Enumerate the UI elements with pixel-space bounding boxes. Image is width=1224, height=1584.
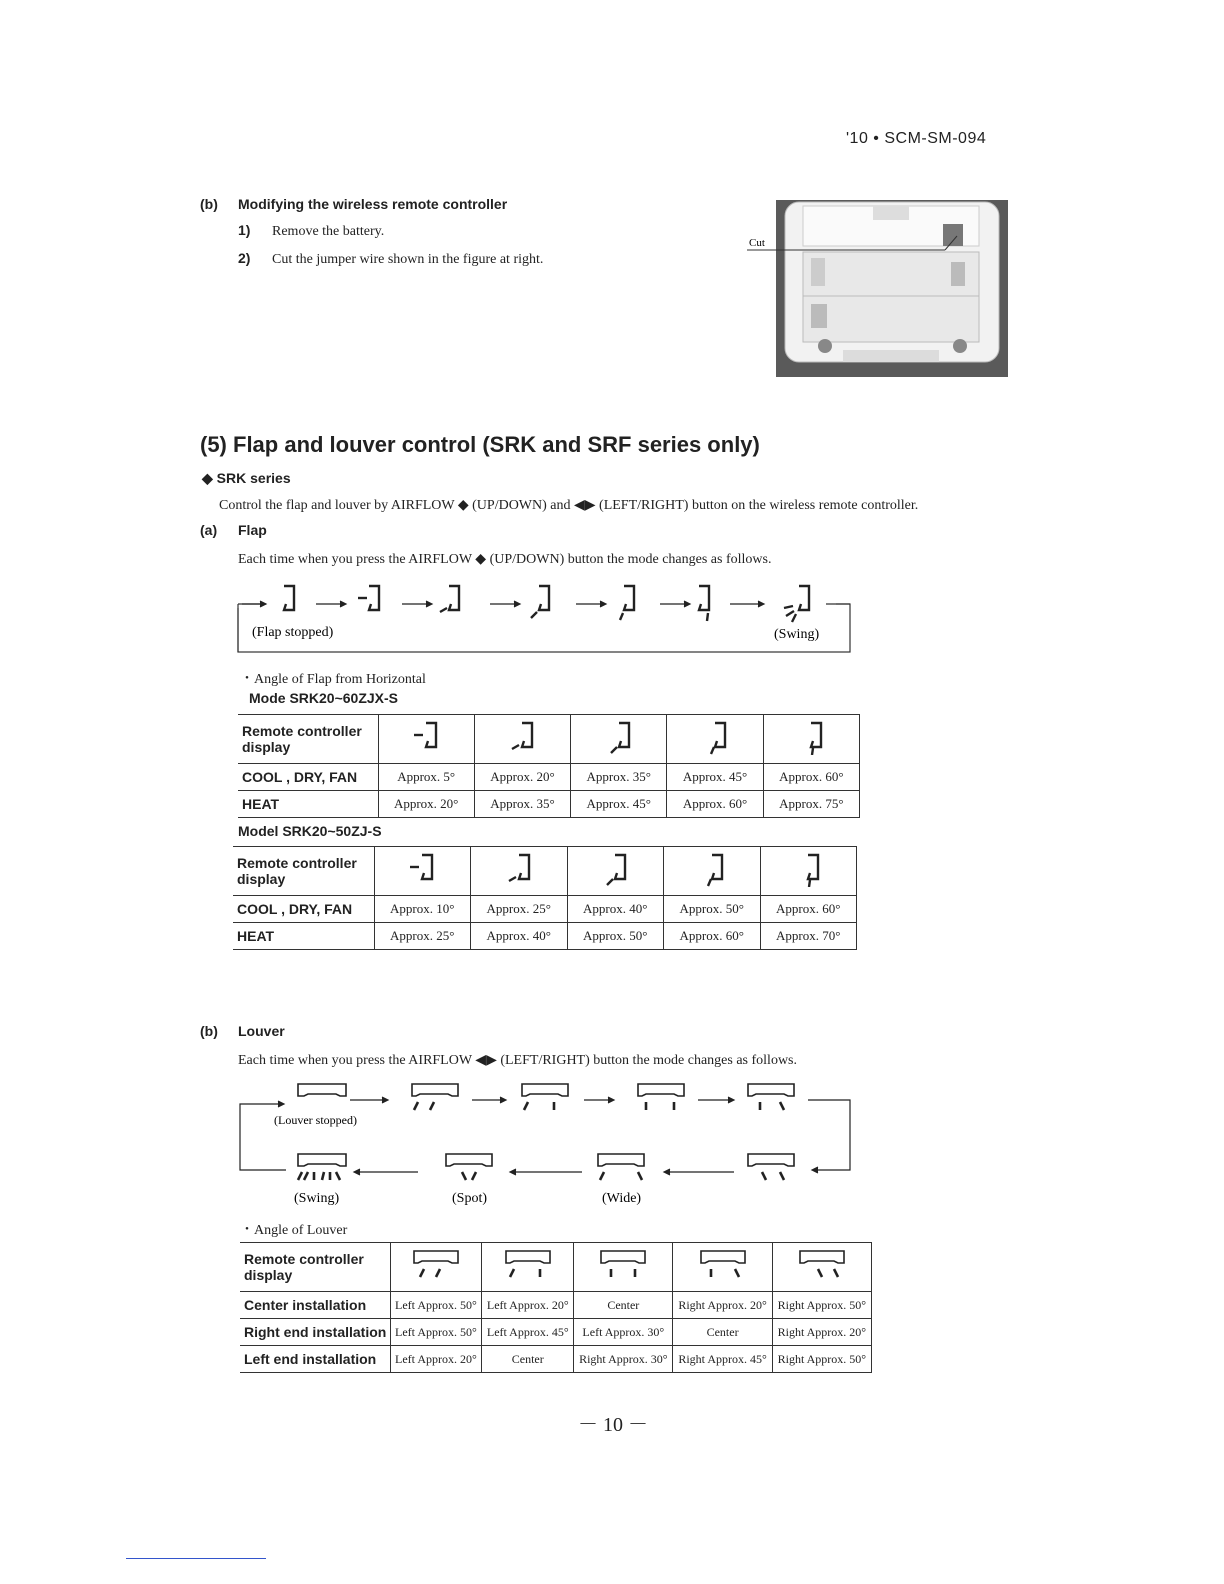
table-cell: Approx. 45°	[571, 791, 667, 818]
flap-display-icon-40	[567, 847, 664, 896]
flap-label: (a)	[200, 522, 218, 538]
table-row	[238, 791, 860, 818]
table-cell: Approx. 60°	[664, 923, 761, 950]
section-intro: Control the flap and louver by AIRFLOW ◆ (UP/DOWN) and ◀▶ (LEFT/RIGHT) button on the wireless remote controller.	[219, 498, 919, 513]
flap-display-icon-35	[571, 715, 667, 764]
table-cell: Approx. 20°	[474, 764, 570, 791]
table-cell: Approx. 60°	[763, 764, 859, 791]
table-cell: Approx. 40°	[471, 923, 568, 950]
table-cell: Approx. 35°	[474, 791, 570, 818]
modify-step-2	[238, 250, 543, 268]
flap-title: Flap	[238, 522, 267, 538]
page-number: － 10 －	[578, 1414, 648, 1436]
table-row	[233, 896, 857, 923]
step-number: 2)	[238, 250, 251, 266]
row-label: COOL , DRY, FAN	[233, 896, 374, 923]
cut-callout-label: Cut	[749, 237, 765, 249]
table-row	[240, 1292, 872, 1319]
row-label: HEAT	[238, 791, 378, 818]
table-cell: Approx. 50°	[567, 923, 664, 950]
table-row	[238, 764, 860, 791]
louver-display-icon-left20	[482, 1243, 574, 1292]
louver-sequence-diagram	[236, 1076, 856, 1212]
louver-display-icon-center	[574, 1243, 673, 1292]
table-cell: Left Approx. 20°	[482, 1292, 574, 1319]
louver-angle-title: ・Angle of Louver	[240, 1223, 348, 1238]
row-label: COOL , DRY, FAN	[238, 764, 378, 791]
table-cell: Approx. 25°	[471, 896, 568, 923]
step-text: Cut the jumper wire shown in the figure at right.	[272, 252, 544, 267]
flap-display-icon-60b	[760, 847, 857, 896]
flap-display-icon-5	[378, 715, 474, 764]
table-cell: Approx. 5°	[378, 764, 474, 791]
diamond-bullet-icon: ◆	[202, 470, 213, 486]
modify-step-1	[238, 222, 384, 240]
flap-display-icon-50	[664, 847, 761, 896]
flap-description: Each time when you press the AIRFLOW ◆ (UP/DOWN) button the mode changes as follows.	[238, 552, 772, 567]
table-cell: Approx. 25°	[374, 923, 471, 950]
table-cell: Approx. 60°	[667, 791, 763, 818]
table-cell: Left Approx. 30°	[574, 1319, 673, 1346]
table-cell: Approx. 75°	[763, 791, 859, 818]
flap-display-icon-20	[474, 715, 570, 764]
row-label: Right end installation	[240, 1319, 390, 1346]
table-header-cell: Remote controller display	[233, 847, 374, 896]
table-cell: Right Approx. 20°	[772, 1319, 871, 1346]
step-text: Remove the battery.	[272, 224, 385, 239]
step-number: 1)	[238, 222, 251, 238]
table-header-cell: Remote controller display	[238, 715, 378, 764]
flap-table2-title: Model SRK20~50ZJ-S	[238, 823, 382, 839]
louver-display-icon-right20	[673, 1243, 772, 1292]
table-cell: Approx. 40°	[567, 896, 664, 923]
row-label: HEAT	[233, 923, 374, 950]
louver-angle-table	[240, 1242, 872, 1373]
flap-angle-table-2	[233, 846, 857, 950]
flap-angle-title: ・Angle of Flap from Horizontal	[240, 672, 426, 687]
document-id: '10 • SCM-SM-094	[846, 130, 987, 147]
table-cell: Left Approx. 20°	[390, 1346, 482, 1373]
flap-display-icon-45	[667, 715, 763, 764]
louver-title: Louver	[238, 1023, 285, 1039]
flap-swing-label: (Swing)	[774, 627, 820, 642]
modify-label: (b)	[200, 196, 218, 212]
flap-heading	[200, 522, 267, 538]
louver-wide-label: (Wide)	[602, 1191, 642, 1206]
louver-display-icon-left50	[390, 1243, 482, 1292]
series-heading	[202, 470, 291, 487]
flap-display-icon-25	[471, 847, 568, 896]
table-cell: Approx. 60°	[760, 896, 857, 923]
table-cell: Approx. 35°	[571, 764, 667, 791]
remote-controller-photo	[745, 200, 1010, 378]
series-label: SRK series	[216, 470, 291, 486]
louver-stopped-label: (Louver stopped)	[274, 1113, 357, 1127]
table-header-cell: Remote controller display	[240, 1243, 390, 1292]
table-cell: Center	[574, 1292, 673, 1319]
louver-display-icon-right50	[772, 1243, 871, 1292]
louver-description: Each time when you press the AIRFLOW ◀▶ (LEFT/RIGHT) button the mode changes as follows.	[238, 1053, 798, 1068]
louver-label: (b)	[200, 1023, 218, 1039]
table-cell: Left Approx. 50°	[390, 1292, 482, 1319]
footer-divider	[126, 1558, 266, 1559]
flap-sequence-diagram	[236, 578, 856, 658]
table-row	[240, 1346, 872, 1373]
table-cell: Approx. 45°	[667, 764, 763, 791]
table-cell: Right Approx. 45°	[673, 1346, 772, 1373]
flap-display-icon-10	[374, 847, 471, 896]
table-cell: Approx. 70°	[760, 923, 857, 950]
table-cell: Approx. 20°	[378, 791, 474, 818]
table-cell: Left Approx. 50°	[390, 1319, 482, 1346]
modify-title: Modifying the wireless remote controller	[238, 196, 508, 212]
section-title: (5) Flap and louver control (SRK and SRF series only)	[200, 432, 760, 457]
flap-table1-title: Mode SRK20~60ZJX-S	[249, 690, 398, 706]
flap-angle-table-1	[238, 714, 860, 818]
table-cell: Right Approx. 50°	[772, 1346, 871, 1373]
table-cell: Approx. 50°	[664, 896, 761, 923]
table-row	[233, 923, 857, 950]
table-cell: Approx. 10°	[374, 896, 471, 923]
table-cell: Right Approx. 50°	[772, 1292, 871, 1319]
table-cell: Right Approx. 30°	[574, 1346, 673, 1373]
table-cell: Center	[482, 1346, 574, 1373]
louver-heading	[200, 1023, 285, 1039]
flap-stopped-label: (Flap stopped)	[252, 625, 334, 640]
louver-swing-label: (Swing)	[294, 1191, 340, 1206]
louver-spot-label: (Spot)	[452, 1191, 487, 1206]
flap-display-icon-60	[763, 715, 859, 764]
table-cell: Right Approx. 20°	[673, 1292, 772, 1319]
table-cell: Center	[673, 1319, 772, 1346]
modify-heading	[200, 196, 507, 212]
row-label: Left end installation	[240, 1346, 390, 1373]
row-label: Center installation	[240, 1292, 390, 1319]
table-cell: Left Approx. 45°	[482, 1319, 574, 1346]
table-row	[240, 1319, 872, 1346]
